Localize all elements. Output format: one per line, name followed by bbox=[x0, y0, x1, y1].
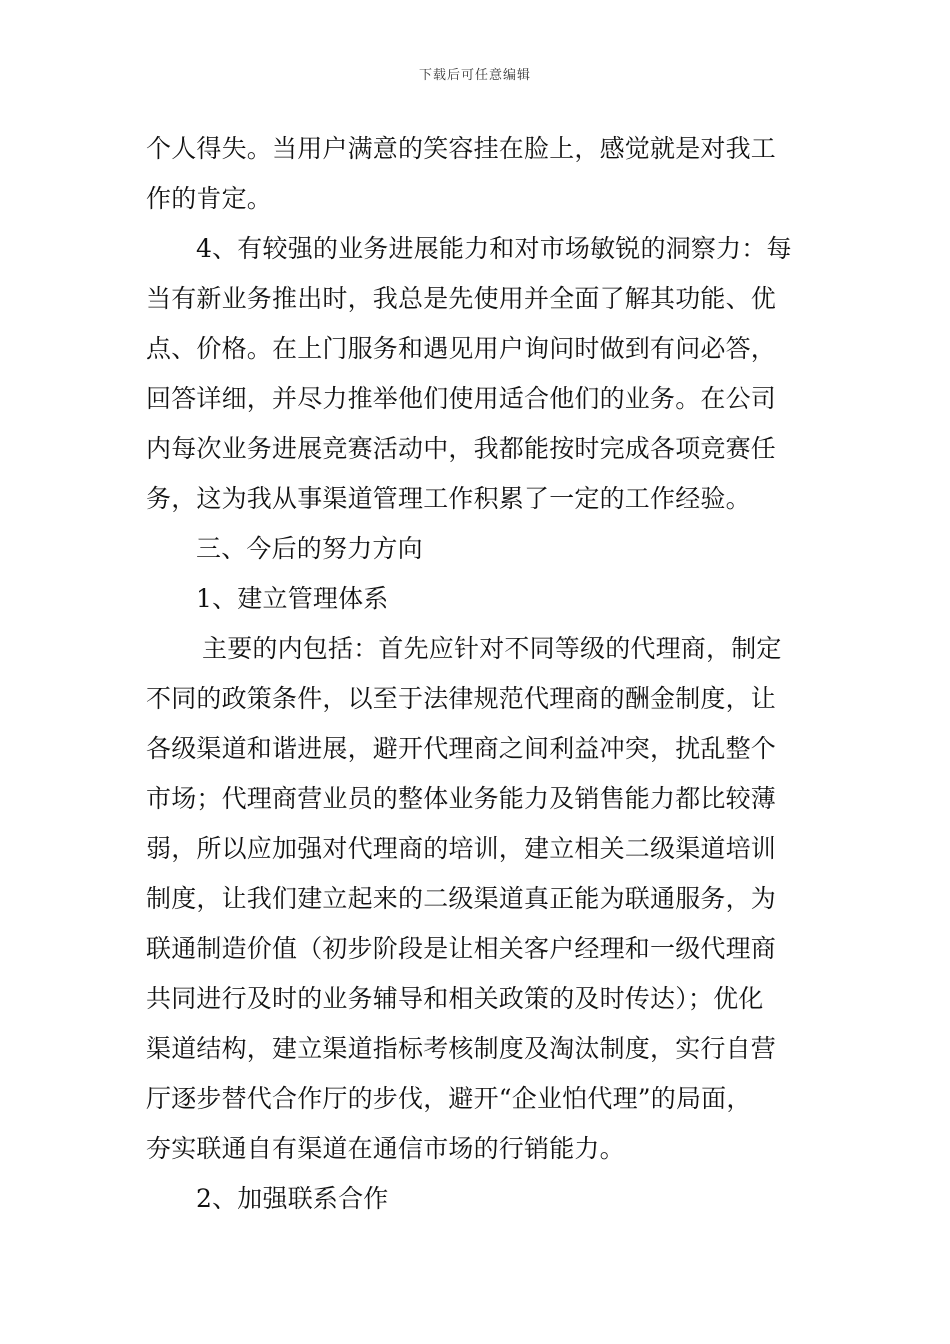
paragraph-line: 个人得失。当用户满意的笑容挂在脸上，感觉就是对我工 bbox=[146, 134, 777, 163]
paragraph-line: 务，这为我从事渠道管理工作积累了一定的工作经验。 bbox=[146, 484, 751, 513]
paragraph-line: 4、有较强的业务进展能力和对市场敏锐的洞察力：每 bbox=[196, 234, 792, 263]
paragraph-line: 点、价格。在上门服务和遇见用户询问时做到有问必答， bbox=[146, 334, 777, 363]
paragraph-line: 弱，所以应加强对代理商的培训，建立相关二级渠道培训 bbox=[146, 834, 777, 863]
paragraph-line: 联通制造价值（初步阶段是让相关客户经理和一级代理商 bbox=[146, 934, 777, 963]
paragraph-line: 夯实联通自有渠道在通信市场的行销能力。 bbox=[146, 1134, 625, 1163]
paragraph-line: 回答详细，并尽力推举他们使用适合他们的业务。在公司 bbox=[146, 384, 777, 413]
page-header-note: 下载后可任意编辑 bbox=[418, 68, 531, 83]
section-heading: 三、今后的努力方向 bbox=[196, 534, 423, 563]
paragraph-line: 主要的内包括：首先应针对不同等级的代理商，制定 bbox=[202, 634, 782, 663]
paragraph-line: 作的肯定。 bbox=[146, 184, 273, 213]
paragraph-line: 厅逐步替代合作厅的步伐，避开“企业怕代理”的局面， bbox=[146, 1084, 752, 1113]
subsection-heading: 1、建立管理体系 bbox=[196, 584, 389, 613]
paragraph-line: 各级渠道和谐进展，避开代理商之间利益冲突，扰乱整个 bbox=[146, 734, 777, 763]
paragraph-line: 制度，让我们建立起来的二级渠道真正能为联通服务，为 bbox=[146, 884, 777, 913]
paragraph-line: 内每次业务进展竞赛活动中，我都能按时完成各项竞赛任 bbox=[146, 434, 777, 463]
paragraph-line: 渠道结构，建立渠道指标考核制度及淘汰制度，实行自营 bbox=[146, 1034, 777, 1063]
paragraph-line: 当有新业务推出时，我总是先使用并全面了解其功能、优 bbox=[146, 284, 777, 313]
paragraph-line: 共同进行及时的业务辅导和相关政策的及时传达）；优化 bbox=[146, 984, 764, 1013]
document-body bbox=[146, 124, 810, 1224]
paragraph-line: 不同的政策条件，以至于法律规范代理商的酬金制度，让 bbox=[146, 684, 777, 713]
subsection-heading: 2、加强联系合作 bbox=[196, 1184, 389, 1213]
paragraph-line: 市场；代理商营业员的整体业务能力及销售能力都比较薄 bbox=[146, 784, 777, 813]
